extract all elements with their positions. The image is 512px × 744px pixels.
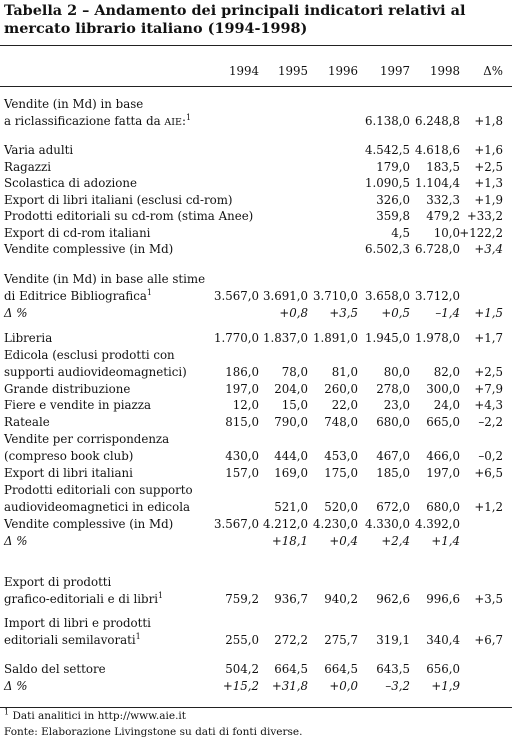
column-header: 1996 xyxy=(327,64,358,78)
row-label: Export di cd-rom italiani xyxy=(4,226,151,240)
table-cell: +0,0 xyxy=(329,679,358,693)
row-label: Edicola (esclusi prodotti con xyxy=(4,348,175,362)
table-cell: +15,2 xyxy=(222,679,259,693)
footnote-ref: 1 xyxy=(146,288,152,298)
row-label: Prodotti editoriali con supporto xyxy=(4,483,193,497)
table-cell: +1,9 xyxy=(474,193,503,207)
table-cell: +1,2 xyxy=(474,500,503,514)
table-cell: +1,7 xyxy=(474,331,503,345)
row-label: a riclassificazione fatta da AIE:$^1$ xyxy=(4,113,192,128)
table-cell: 6.248,8 xyxy=(414,114,460,128)
column-header: 1995 xyxy=(277,64,308,78)
table-cell: 680,0 xyxy=(426,500,460,514)
table-cell: +0,8 xyxy=(279,306,308,320)
table-cell: 467,0 xyxy=(376,449,410,463)
footnote-ref: 1 xyxy=(185,113,192,123)
table-cell: 479,2 xyxy=(426,209,460,223)
row-label: Import di libri e prodotti xyxy=(4,616,151,630)
table-cell: 81,0 xyxy=(331,365,358,379)
table-cell: 197,0 xyxy=(225,382,259,396)
table-cell: +7,9 xyxy=(474,382,503,396)
table-cell: 332,3 xyxy=(426,193,460,207)
row-label: (compreso book club) xyxy=(4,449,134,463)
table-cell: +122,2 xyxy=(459,226,503,240)
row-label: Fiere e vendite in piazza xyxy=(4,398,152,412)
table-cell: 643,5 xyxy=(376,662,410,676)
table-cell: 24,0 xyxy=(433,398,460,412)
table-title: Tabella 2 – Andamento dei principali indicatori relativi al mercato librario italiano (1994-1998) xyxy=(4,2,466,37)
table-cell: 6.728,0 xyxy=(414,242,460,256)
table-cell: +6,5 xyxy=(474,466,503,480)
row-label: Export di libri italiani xyxy=(4,466,133,480)
table-cell: 759,2 xyxy=(225,592,259,606)
table-cell: 656,0 xyxy=(426,662,460,676)
table-cell: +1,3 xyxy=(474,176,503,190)
header-rule xyxy=(0,86,512,87)
row-label: Vendite complessive (in Md) xyxy=(4,517,174,531)
table-cell: 12,0 xyxy=(232,398,259,412)
table-cell: 1.945,0 xyxy=(364,331,410,345)
footnote-ref: 1 xyxy=(158,591,164,601)
table-cell: 3.691,0 xyxy=(262,289,308,303)
table-cell: –0,2 xyxy=(478,449,503,463)
table-cell: 204,0 xyxy=(274,382,308,396)
table-cell: 185,0 xyxy=(376,466,410,480)
table-cell: 186,0 xyxy=(225,365,259,379)
table-cell: –1,4 xyxy=(435,306,460,320)
row-label: Ragazzi xyxy=(4,160,51,174)
table-cell: 4,5 xyxy=(391,226,410,240)
table-cell: 319,1 xyxy=(376,633,410,647)
table-cell: 272,2 xyxy=(274,633,308,647)
row-label: Saldo del settore xyxy=(4,662,106,676)
table-cell: 521,0 xyxy=(274,500,308,514)
table-cell: +3,5 xyxy=(329,306,358,320)
table-cell: +3,4 xyxy=(474,242,503,256)
table-cell: 748,0 xyxy=(324,415,358,429)
table-cell: 664,5 xyxy=(324,662,358,676)
row-label: Varia adulti xyxy=(4,143,74,157)
table-cell: +1,4 xyxy=(431,534,460,548)
table-cell: 962,6 xyxy=(376,592,410,606)
table-cell: 4.230,0 xyxy=(312,517,358,531)
row-label: Libreria xyxy=(4,331,53,345)
table-cell: 444,0 xyxy=(274,449,308,463)
row-label: Export di prodotti xyxy=(4,575,112,589)
table-cell: 175,0 xyxy=(324,466,358,480)
table-cell: 815,0 xyxy=(225,415,259,429)
table-cell: 1.770,0 xyxy=(213,331,259,345)
table-cell: 665,0 xyxy=(426,415,460,429)
table-cell: 430,0 xyxy=(225,449,259,463)
table-cell: 3.658,0 xyxy=(364,289,410,303)
table-cell: 278,0 xyxy=(376,382,410,396)
table-cell: 80,0 xyxy=(383,365,410,379)
column-header: 1994 xyxy=(228,64,259,78)
table-cell: –3,2 xyxy=(385,679,410,693)
table-cell: 664,5 xyxy=(274,662,308,676)
table-cell: +4,3 xyxy=(474,398,503,412)
row-label: grafico-editoriali e di libri$^1$ xyxy=(4,591,164,606)
bottom-rule xyxy=(0,707,512,708)
column-header: 1998 xyxy=(429,64,460,78)
table-cell: 520,0 xyxy=(324,500,358,514)
table-cell: 10,0 xyxy=(433,226,460,240)
top-rule xyxy=(0,45,512,46)
table-cell: 359,8 xyxy=(376,209,410,223)
table-cell: 78,0 xyxy=(281,365,308,379)
table-cell: +1,5 xyxy=(474,306,503,320)
footnote-text: Dati analitici in http://www.aie.it xyxy=(12,710,186,722)
table-cell: –2,2 xyxy=(478,415,503,429)
row-label: Grande distribuzione xyxy=(4,382,131,396)
table-cell: +2,5 xyxy=(474,365,503,379)
table-cell: 466,0 xyxy=(426,449,460,463)
row-label: Scolastica di adozione xyxy=(4,176,137,190)
table-cell: +0,4 xyxy=(329,534,358,548)
table-cell: 23,0 xyxy=(383,398,410,412)
table-cell: +18,1 xyxy=(271,534,308,548)
table-cell: 300,0 xyxy=(426,382,460,396)
table-cell: 680,0 xyxy=(376,415,410,429)
row-label: Δ % xyxy=(4,534,28,548)
table-cell: 340,4 xyxy=(426,633,460,647)
row-label: Δ % xyxy=(4,306,28,320)
table-cell: 672,0 xyxy=(376,500,410,514)
row-label: audiovideomagnetici in edicola xyxy=(4,500,191,514)
table-cell: +33,2 xyxy=(466,209,503,223)
column-header: 1997 xyxy=(379,64,410,78)
table-cell: 6.138,0 xyxy=(364,114,410,128)
table-cell: 22,0 xyxy=(331,398,358,412)
table-cell: 1.104,4 xyxy=(414,176,460,190)
table-cell: 4.212,0 xyxy=(262,517,308,531)
table-cell: +2,4 xyxy=(381,534,410,548)
table-cell: 4.392,0 xyxy=(414,517,460,531)
table-cell: +31,8 xyxy=(271,679,308,693)
row-label: Vendite (in Md) in base alle stime xyxy=(4,272,206,286)
table-cell: +3,5 xyxy=(474,592,503,606)
row-label: Prodotti editoriali su cd-rom (stima Anee) xyxy=(4,209,254,223)
table-cell: 197,0 xyxy=(426,466,460,480)
table-cell: 6.502,3 xyxy=(364,242,410,256)
table-cell: +1,6 xyxy=(474,143,503,157)
table-cell: 179,0 xyxy=(376,160,410,174)
table-cell: 260,0 xyxy=(324,382,358,396)
table-cell: 183,5 xyxy=(426,160,460,174)
row-label: supporti audiovideomagnetici) xyxy=(4,365,187,379)
table-cell: +2,5 xyxy=(474,160,503,174)
row-label: Vendite (in Md) in base xyxy=(4,97,144,111)
table-cell: 3.567,0 xyxy=(213,517,259,531)
table-cell: 936,7 xyxy=(274,592,308,606)
table-cell: 326,0 xyxy=(376,193,410,207)
row-label: editoriali semilavorati$^1$ xyxy=(4,632,141,647)
table-cell: 4.330,0 xyxy=(364,517,410,531)
table-cell: 15,0 xyxy=(281,398,308,412)
table-cell: 1.090,5 xyxy=(364,176,410,190)
table-cell: 453,0 xyxy=(324,449,358,463)
table-cell: 996,6 xyxy=(426,592,460,606)
table-cell: +0,5 xyxy=(381,306,410,320)
footnote-ref: 1 xyxy=(135,632,141,642)
row-label: Export di libri italiani (esclusi cd-rom) xyxy=(4,193,233,207)
table-cell: 1.978,0 xyxy=(414,331,460,345)
row-label: di Editrice Bibliografica$^1$ xyxy=(4,288,152,303)
table-cell: 790,0 xyxy=(274,415,308,429)
table-cell: 169,0 xyxy=(274,466,308,480)
footnote-1 xyxy=(4,707,186,722)
table-cell: +6,7 xyxy=(474,633,503,647)
table-cell: 1.837,0 xyxy=(262,331,308,345)
row-label: Δ % xyxy=(4,679,28,693)
table-cell: 1.891,0 xyxy=(312,331,358,345)
table-cell: 4.618,6 xyxy=(414,143,460,157)
table-cell: 940,2 xyxy=(324,592,358,606)
row-label: Vendite complessive (in Md) xyxy=(4,242,174,256)
table-cell: 3.712,0 xyxy=(414,289,460,303)
table-cell: 82,0 xyxy=(433,365,460,379)
table-cell: 4.542,5 xyxy=(364,143,410,157)
table-cell: +1,9 xyxy=(431,679,460,693)
table-cell: 504,2 xyxy=(225,662,259,676)
table-cell: 3.567,0 xyxy=(213,289,259,303)
table-cell: 3.710,0 xyxy=(312,289,358,303)
table-cell: +1,8 xyxy=(474,114,503,128)
row-label: Rateale xyxy=(4,415,50,429)
table-cell: 255,0 xyxy=(225,633,259,647)
footnote-marker: 1 xyxy=(4,707,10,717)
column-header: Δ% xyxy=(483,64,503,78)
table-cell: 275,7 xyxy=(324,633,358,647)
source-note: Fonte: Elaborazione Livingstone su dati di fonti diverse. xyxy=(4,726,303,738)
row-label: Vendite per corrispondenza xyxy=(4,432,170,446)
table-cell: 157,0 xyxy=(225,466,259,480)
